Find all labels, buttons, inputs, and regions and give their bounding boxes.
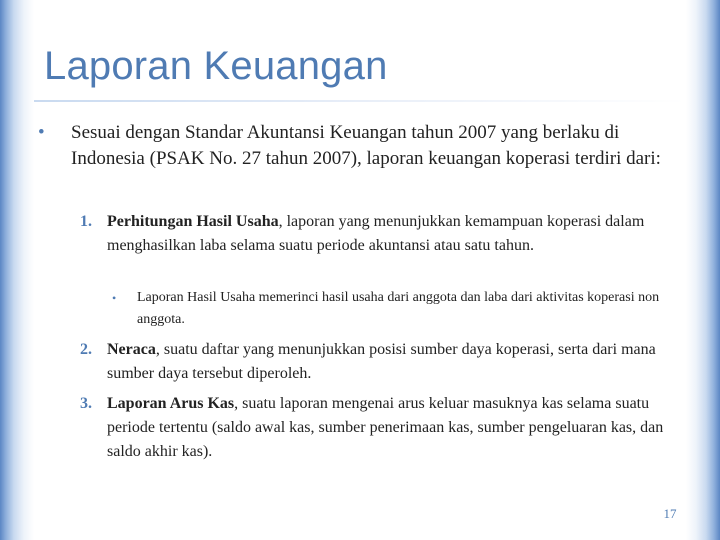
item-description: , suatu daftar yang menunjukkan posisi sumber daya koperasi, serta dari mana sumber daya tersebut diperoleh. (107, 341, 656, 382)
item-number: 2. (80, 341, 92, 358)
sub-bullet-text: Laporan Hasil Usaha memerinci hasil usaha dari anggota dan laba dari aktivitas koperasi non anggota. (137, 290, 660, 327)
title-divider (34, 100, 686, 102)
intro-text: Sesuai dengan Standar Akuntansi Keuangan tahun 2007 yang berlaku di Indonesia (PSAK No. 27 tahun 2007), laporan keuangan koperasi terdiri dari: (71, 122, 661, 169)
page-number: 17 (663, 506, 677, 521)
item-term: Neraca (107, 341, 156, 358)
list-item-neraca (80, 338, 684, 386)
item-description: , laporan yang menunjukkan kemampuan koperasi dalam menghasilkan laba selama suatu periode akuntansi atau satu tahun. (107, 213, 645, 254)
bullet-icon: • (38, 122, 45, 143)
list-item-perhitungan-hasil-usaha (80, 210, 684, 258)
list-item-laporan-arus-kas (80, 392, 684, 464)
item-number: 1. (80, 213, 92, 230)
sub-bullet-icon: • (112, 291, 117, 305)
slide-title: Laporan Keuangan (44, 44, 388, 88)
item-term: Perhitungan Hasil Usaha (107, 213, 279, 230)
sub-bullet (112, 287, 682, 331)
item-term: Laporan Arus Kas (107, 395, 235, 412)
intro-bullet (38, 120, 674, 172)
item-number: 3. (80, 395, 92, 412)
item-description: , suatu laporan mengenai arus keluar masuknya kas selama suatu periode tertentu (saldo awal kas, sumber penerimaan kas, sumber pengeluaran kas, dan saldo akhir kas). (107, 395, 664, 460)
